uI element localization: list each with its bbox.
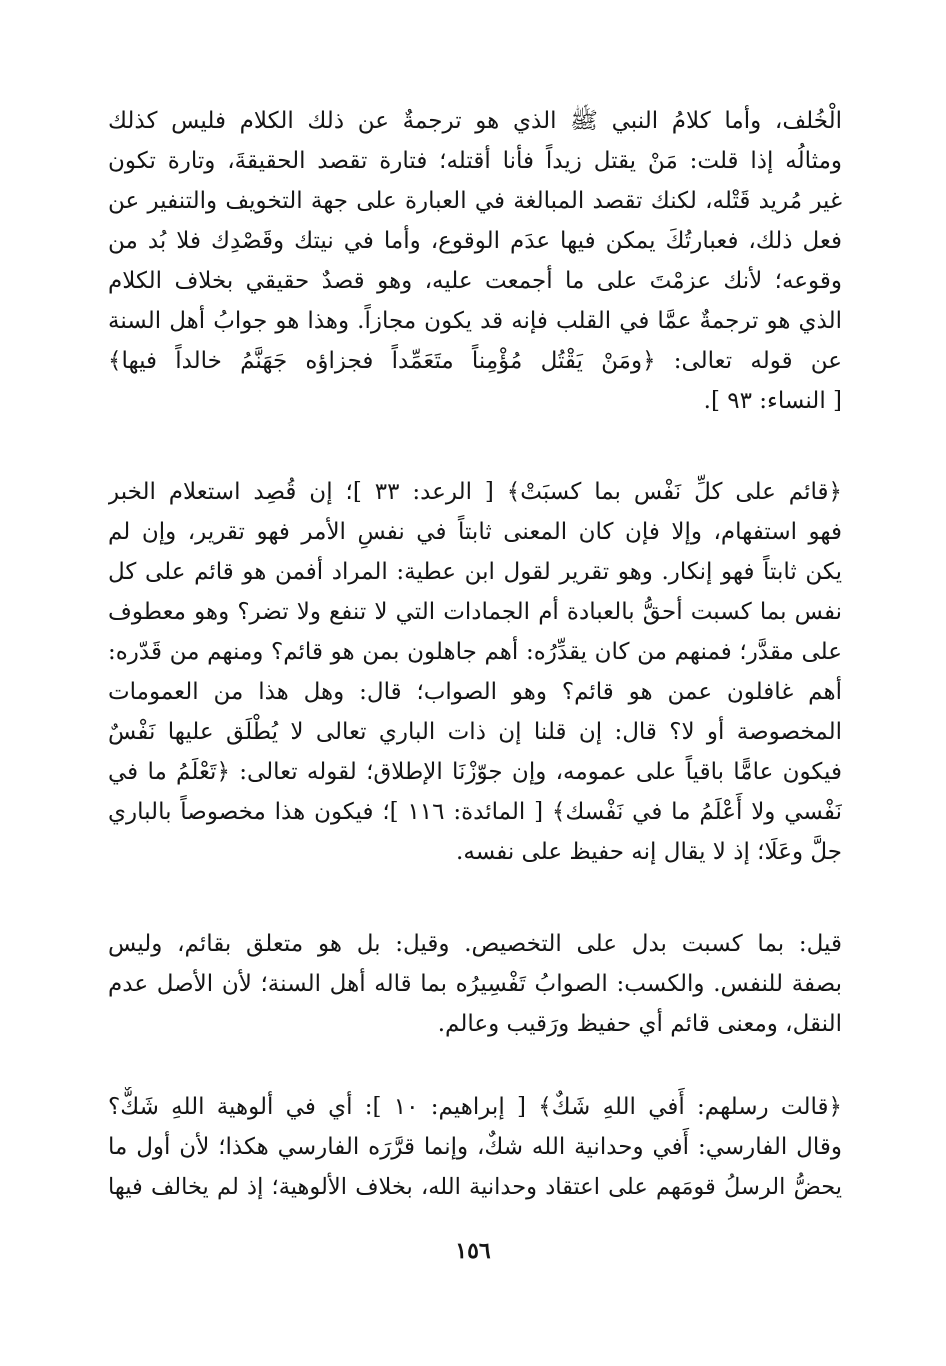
- text-line: بصفة للنفس. والكسب: الصوابُ تَفْسِيرُه بما قاله أهل السنة؛ لأن الأصل عدم: [108, 971, 842, 997]
- text-line: جلَّ وعَلَا؛ إذ لا يقال إنه حفيظ على نفسه.: [456, 839, 842, 865]
- text-line: وقال الفارسي: أَفي وحدانية الله شكٌ، وإنما قرَّرَه الفارسي هكذا؛ لأن أول ما: [108, 1134, 842, 1160]
- text-line: يحضُّ الرسلُ قومَهم على اعتقاد وحدانية الله، بخلاف الألوهية؛ إذ لم يخالف فيها: [108, 1174, 842, 1200]
- text-line: نفس بما كسبت أحقُّ بالعبادة أم الجمادات التي لا تنفع ولا تضر؟ وهو معطوف: [108, 599, 842, 625]
- text-line: غير مُريد قَتْله، لكنك تقصد المبالغة في العبارة على جهة التخويف والتنفير عن: [108, 188, 842, 214]
- text-line: الذي هو ترجمةٌ عمَّا في القلب فإنه قد يكون مجازاً. وهذا هو جوابُ أهل السنة: [108, 308, 842, 334]
- text-line: فعل ذلك، فعبارتُكَ يمكن فيها عدَم الوقوع، وأما في نيتك وقَصْدِك فلا بُد من: [108, 228, 842, 254]
- text-line: نَفْسي ولا أَعْلَمُ ما في نَفْسك﴾ [ المائدة: ١١٦ ]؛ فيكون هذا مخصوصاً بالباري: [108, 799, 842, 825]
- text-line: فيكون عامًّا باقياً على عمومه، وإن جوّزْنَا الإطلاق؛ لقوله تعالى: ﴿تَعْلَمُ ما في: [108, 759, 842, 785]
- text-line: وقوعه؛ لأنك عزمْتَ على ما أجمعت عليه، وهو قصدٌ حقيقي بخلاف الكلام: [108, 268, 842, 294]
- text-line: النقل، ومعنى قائم أي حفيظ ورَقيب وعالم.: [437, 1011, 842, 1037]
- text-line: ومثالُه إذا قلت: مَنْ يقتل زيداً فأنا أقتله؛ فتارة تقصد الحقيقةَ، وتارة تكون: [108, 148, 842, 174]
- page-number: ١٥٦: [455, 1238, 491, 1264]
- text-line: ﴿قالت رسلهم: أَفي اللهِ شَكٌ﴾ [ إبراهيم: ١٠ ]: أي في ألوهية اللهِ شَكٌّ؟: [108, 1094, 842, 1120]
- text-line: أهم غافلون عمن هو قائم؟ وهو الصواب؛ قال: وهل هذا من العمومات: [108, 679, 842, 705]
- text-line: الْخُلف، وأما كلامُ النبي ﷺ الذي هو ترجمةٌ عن ذلك الكلام فليس كذلك: [108, 108, 842, 134]
- text-line: ﴿قائم على كلِّ نَفْس بما كسبَتْ﴾ [ الرعد: ٣٣ ]؛ إن قُصِد استعلام الخبر: [108, 479, 842, 505]
- text-line: يكن ثابتاً فهو إنكار. وهو تقرير لقول ابن عطية: المراد أفمن هو قائم على كل: [108, 559, 842, 585]
- text-line: المخصوصة أو لا؟ قال: إن قلنا إن ذات الباري تعالى لا يُطْلَق عليها نَفْسٌ: [108, 719, 842, 745]
- text-line: عن قوله تعالى: ﴿ومَنْ يَقْتُل مُؤْمِناً متَعَمِّداً فجزاؤه جَهَنَّمُ خالداً فيها﴾: [108, 348, 842, 374]
- text-line: [ النساء: ٩٣ ].: [703, 388, 842, 414]
- text-line: قيل: بما كسبت بدل على التخصيص. وقيل: بل هو متعلق بقائم، وليس: [108, 931, 842, 957]
- text-line: فهو استفهام، وإلا فإن كان المعنى ثابتاً في نفسِ الأمر فهو تقرير، وإن لم: [108, 519, 842, 545]
- text-line: على مقدَّر؛ فمنهم من كان يقدِّرُه: أهم جاهلون بمن هو قائم؟ ومنهم من قَدّره:: [108, 639, 842, 665]
